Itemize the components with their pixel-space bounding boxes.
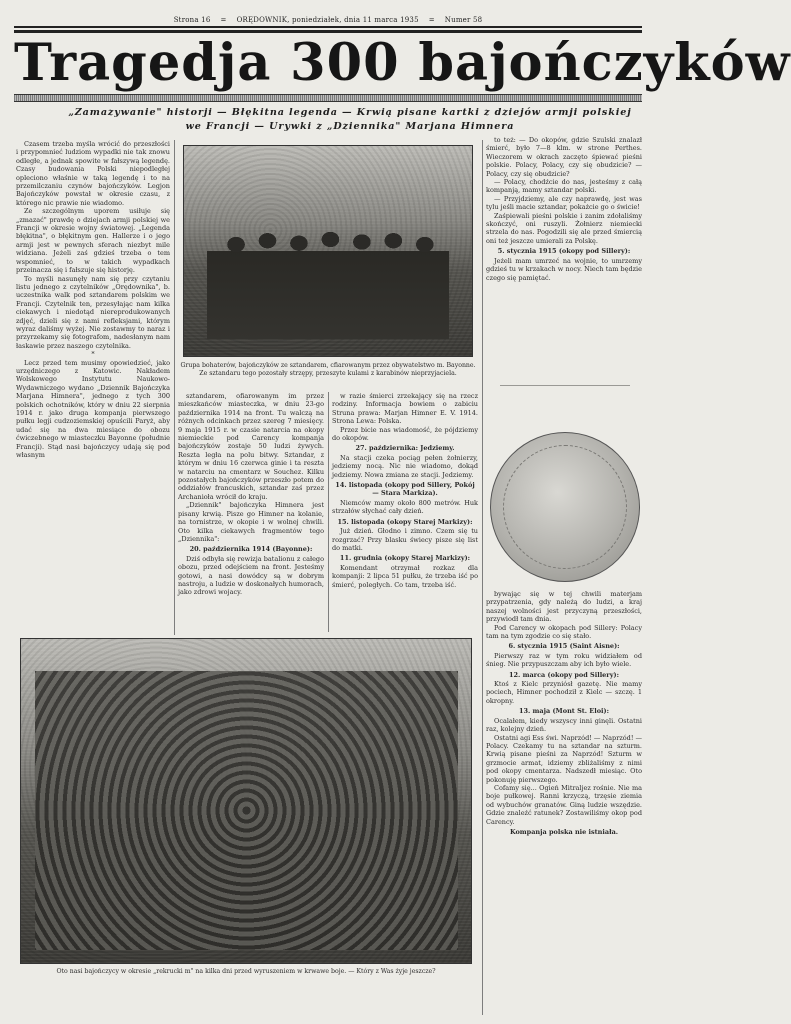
- paragraph: — Przyjdziemy, ale czy naprawdę, jest was tylu jeśli macie sztandar, pokażcie go o świcie!: [486, 194, 642, 212]
- paragraph: To myśli nasunęły nam się przy czytaniu listu jednego z czytelników „Orędownika", b. uczestnika walk pod sztandarem polskim we Francji. Czytelnik ten, przesyłając nam kilka ciekawych i niedotąd niereprodukowanych zdjęć, dzieli się z nami refleksjami, którym wyraz daliśmy wyżej. Nie zostawmy to naraz i przyrzekamy się fotografom, nadesłanym nam łaskawie przez naszego czytelnika.: [16, 274, 170, 350]
- group-photo-caption: Oto nasi bajończycy w okresie „rekrucki m" na kilka dni przed wyruszeniem w krwawe boje. — Który z Was żyje jeszcze?: [56, 968, 436, 975]
- paragraph: Zaśpiewali pieśni polskie i zanim zdołaliśmy skończyć, oni ruszyli. Żołnierz niemiecki strzela do nas. Pogodzili się ale przed śmiercią oni też jeszcze umierali za Polskę.: [486, 211, 642, 245]
- paragraph: Ktoś z Kielc przyniósł gazetę. Nie mamy pociech, Himner pochodził z Kielc — szczę. 1 okropny.: [486, 680, 642, 705]
- paragraph: Ocalałem, kiedy wszyscy inni ginęli. Ostatni raz, kolejny dzień.: [486, 716, 642, 734]
- column-2: [178, 392, 324, 632]
- diary-date-heading: 5. stycznia 1915 (okopy pod Sillery):: [497, 247, 631, 256]
- paragraph: — Polacy, chodźcie do nas, jesteśmy z całą kompanją, mamy sztandar polski.: [486, 178, 642, 195]
- paragraph: Ostatni agi Ess świ. Naprzód! — Naprzód! — Polacy. Czekamy tu na sztandar na szturm. Krwią pisane pieśni za Naprzód! Szturm w grzmocie armat, idziemy zbliżaliśmy z nimi pod okopy cmentarza. Nadszedł miesiąc. Oto pokonuję pierwszego.: [486, 733, 642, 784]
- diary-date-heading: 27. października: Jedziemy.: [355, 444, 455, 453]
- company-group-photo: [20, 638, 472, 964]
- paragraph: Przez bicie nas wiadomość, że pójdziemy do okopów.: [332, 425, 478, 443]
- paragraph: Na stacji czeka pociąg pełen żołnierzy, jedziemy nocą. Nic nie wiadomo, dokąd jedziemy. Nowa zmiana ze stacji. Jedziemy.: [332, 453, 478, 479]
- issue-number: Numer 58: [444, 16, 483, 24]
- diary-date-heading: 12. marca (okopy pod Sillery):: [509, 670, 619, 679]
- paragraph: Już dzień. Głodno i zimno. Czem się tu rozgrzać? Przy blasku świecy pisze się list do matki.: [332, 527, 478, 552]
- diary-date-heading: 15. listopada (okopy Starej Markizy):: [337, 517, 473, 526]
- diary-date-heading: 6. stycznia 1915 (Saint Aisne):: [508, 642, 620, 651]
- column-rule: [328, 392, 329, 632]
- photo-caption: Grupa bohaterów, bajończyków ze sztandarem, cfiarowanym przez obywatelstwo m. Bayonne. Ze sztandaru tego pozostały strzępy, przeszyte kulami z karabinów nieprzyjaciela.: [180, 362, 476, 377]
- column-1: [16, 140, 170, 630]
- headline-bar: [14, 94, 642, 102]
- column-4-upper: [486, 136, 642, 382]
- paragraph: Jeżeli mam umrzeć na wojnie, to umrzemy gdzieś tu w krzakach w nocy. Niech tam będzie czego się pamiętać.: [486, 256, 642, 282]
- paragraph: Ze szczególnym uporem usiłuje się „zmazać" prawdę o dziejach armji polskiej we Francji w okresie wojny światowej. „Legenda błękitna", o błękitnym gen. Hallerze i o jego armji jest w pewnych sferach niezbyt mile widziana. Jeżeli zaś gdzieś trzeba o tem wspomnieć, to w takich wypadkach przeinacza się i fałszuje się historję.: [16, 207, 170, 275]
- paragraph: Czasem trzeba myśla wrócić do przeszłości i przypomnieć ludziom wypadki nie tak znowu odległe, a jednak spowite w fałszywą legendę. Czasy budowania Polski niepodległej opleciono właśnie w taką legendę i to na przemilczaniu czynów bajończyków. Legjon Bajończyków powstał w okresie czasu, z którego nic prawie nie wiadomo.: [16, 140, 170, 207]
- paragraph: bywając się w tej chwili materjam przypatrzenia, gdy należą do ludzi, a kraj naszej wolności jest przyczyną przeszłości, przywiodł tam dnia.: [486, 590, 642, 624]
- running-header: Strona 16 = ORĘDOWNIK, poniedziałek, dnia 11 marca 1935 = Numer 58: [14, 14, 642, 28]
- medal-illustration: [490, 432, 640, 582]
- soldier-group-figure: [207, 213, 449, 339]
- page-number: Strona 16: [173, 16, 211, 24]
- sketch-illustration: [500, 385, 630, 427]
- article-ending: Kompanja polska nie istniała.: [509, 827, 619, 836]
- soldiers-flag-photo: [183, 145, 473, 357]
- column-4-lower: [486, 590, 642, 1018]
- paragraph: w razie śmierci zrzekający się na rzecz rodziny. Informacja bowiem o zabiciu Struna prawa: Marjan Himner E. V. 1914. Strona Lewa: Polska.: [332, 392, 478, 426]
- paper-dateline: ORĘDOWNIK, poniedziałek, dnia 11 marca 1935: [236, 16, 419, 24]
- column-rule: [482, 140, 483, 1015]
- subheadline: „Zamazywanie" historji — Błękitna legenda — Krwią pisane kartki z dziejów armji polskiej we Francji — Urywki z „Dziennika" Marjana Himnera: [68, 107, 632, 132]
- paragraph: Komendant otrzymał rozkaz dla kompanji: 2 lipca 51 pułku, że trzeba iść po śmierć, poległych. Co tam, trzeba iść.: [332, 563, 478, 589]
- paragraph: Pierwszy raz w tym roku widziałem od śnieg. Nie przypuszczam aby ich było wiele.: [486, 651, 642, 669]
- diary-date-heading: 13. maja (Mont St. Eloi):: [518, 707, 609, 716]
- paragraph: Cofamy się... Ogień Mitraljez rośnie. Nie ma boje pułkowej. Ranni krzyczą, trzęsie ziemia od wybuchów granatów. Giną ludzie wszędzie. Gdzie znaleźć ratunek? Zostawiliśmy okop pod Carency.: [486, 783, 642, 826]
- paragraph: Niemców mamy około 800 metrów. Huk strzałów słychać cały dzień.: [332, 498, 478, 516]
- paragraph: sztandarem, ofiarowanym im przez mieszkańców miasteczka, w dniu 23-go października 1914 na front. Tu walczą na różnych odcinkach przez szereg 7 miesięcy. 9 maja 1915 r. w czasie natarcia na okopy niemieckie pod Carency kompanja bajończyków zostaje 50 ludzi żywych. Reszta legła na polu bitwy. Sztandar, z którym w dniu 16 czerwca ginie i ta reszta w natarciu na cmentarz w Souchez. Kilku pozostałych bajończyków przeszło potem do oddziałów francuskich, sztandar zaś przez Archanioła wrócił do kraju.: [178, 392, 324, 501]
- paragraph: Dziś odbyła się rewizja batalionu z całego obozu, przed odejściem na front. Jesteśmy gotowi, a nasi dowódcy są w dobrym nastroju, a ludzie w doskonałych humorach, jako zdrowi wojacy.: [178, 554, 324, 597]
- section-star: *: [91, 350, 95, 359]
- crowd-figure: [35, 671, 458, 950]
- paragraph: to też: — Do okopów, gdzie Szulski znalazł śmierć, było 7—8 klm. w strone Perthes. Wieczorem w okrach zaczęto śpiewać pieśni polskie. Polacy, Polacy, czy się obudzicie? — Polacy, czy się obudzicie?: [486, 136, 642, 178]
- paragraph: „Dziennik" bajończyka Himnera jest pisany krwią. Pisze go Himner na kolanie, na tornistrze, w okopie i w wolnej chwili. Oto kilka ciekawych fragmentów tego „Dziennika":: [178, 501, 324, 543]
- diary-date-heading: 20. października 1914 (Bayonne):: [189, 545, 313, 554]
- diary-date-heading: 14. listopada (okopy pod Sillery, Pokój — Stara Markiza).: [335, 481, 475, 498]
- paragraph: Lecz przed tem musimy opowiedzieć, jako urzędniczego z Katowic. Nakładem Wolskowego Instytutu Naukowo-Wydawniczego wydano „Dziennik Bajończyka Marjana Himnera", jednego z tych 300 polskich ochotników, który w dniu 22 sierpnia 1914 r. jako druga kompanja pierwszego pułku legji cudzoziemskiej opuścili Paryż, aby udać się na dwa miesiące do obozu ćwiczebnego w miasteczku Bayonne (południe Francji). Stąd nasi bajończycy udają się pod własnym: [16, 358, 170, 460]
- paragraph: Pod Carency w okopach pod Sillery: Polacy tam na tym zgodzie co się stało.: [486, 623, 642, 641]
- column-rule: [174, 140, 175, 635]
- diary-date-heading: 11. grudnia (okopy Starej Markizy):: [339, 554, 471, 563]
- page-headline: Tragedja 300 bajończyków: [14, 33, 791, 93]
- column-3: [332, 392, 478, 632]
